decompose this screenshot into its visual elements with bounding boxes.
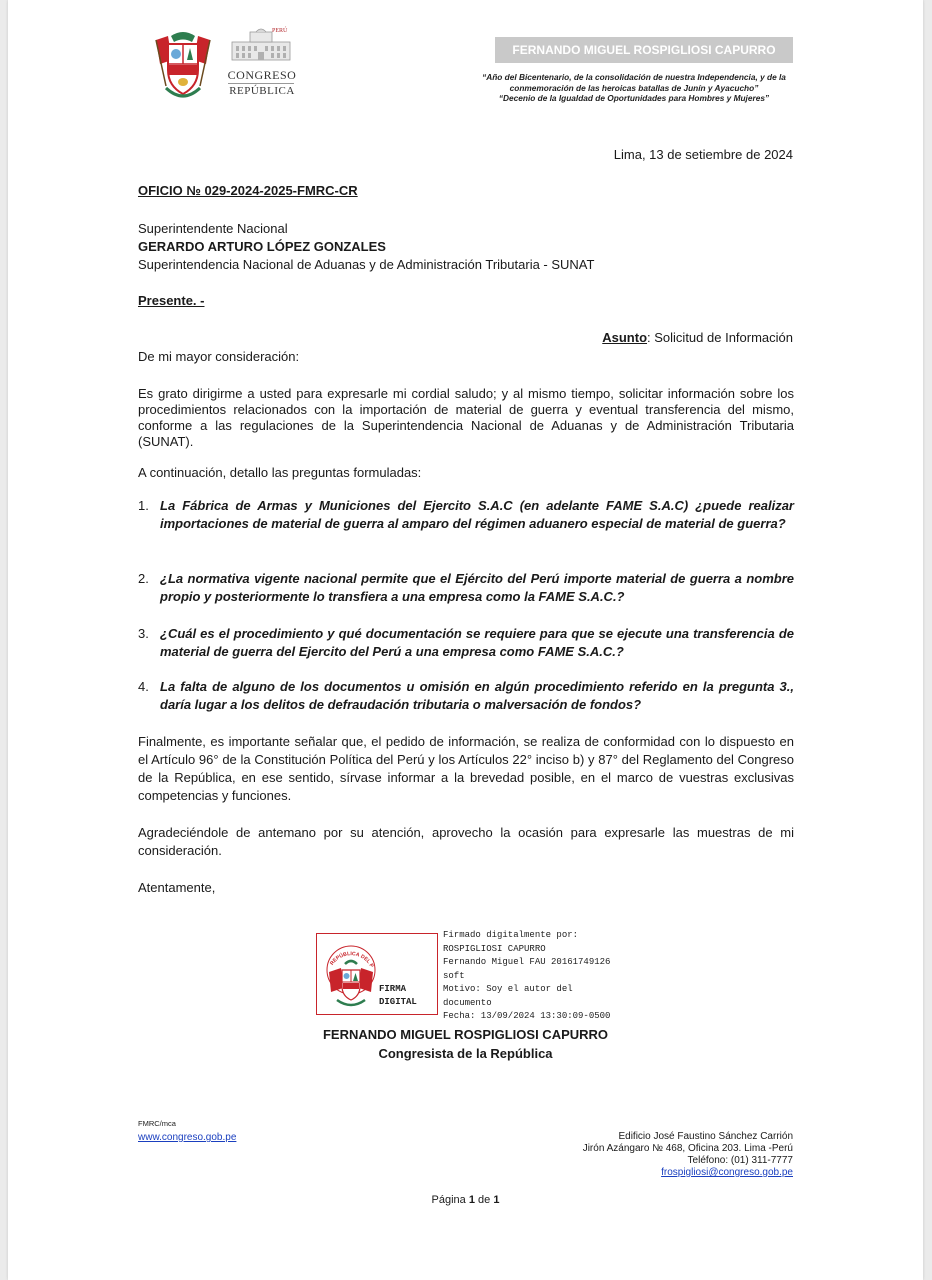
motto-line: “Decenio de la Igualdad de Oportunidades para Hombres y Mujeres” [498,93,770,103]
seal-text: REPÚBLICA DEL P [329,951,375,969]
digital-word: DIGITAL [379,997,417,1007]
author-name-banner: FERNANDO MIGUEL ROSPIGLIOSI CAPURRO [495,37,793,63]
question-number: 3. [138,626,149,641]
signature-detail-line: Firmado digitalmente por: [443,930,579,940]
digital-signature-stamp [316,933,438,1015]
presente-label: Presente. - [138,293,205,308]
motto-line: conmemoración de las heroicas batallas de Junín y Ayacucho” [509,82,759,93]
letter-date: Lima, 13 de setiembre de 2024 [613,147,793,162]
recipient-name: GERARDO ARTURO LÓPEZ GONZALES [138,239,386,254]
signature-detail-line: Fecha: 13/09/2024 13:30:09-0500 [443,1011,611,1021]
republica-wordmark: REPÚBLICA [229,85,295,97]
footer-address [583,1131,793,1179]
page-total: 1 [493,1194,500,1206]
signature-detail-line: documento [443,997,492,1008]
motto-line: “Año del Bicentenario, de la consolidación de nuestra Independencia, y de la [482,72,786,82]
signature-detail-line: Motivo: Soy el autor del [443,984,573,994]
question-item [138,497,794,533]
signature-detail-line: soft [443,970,465,981]
document-page [8,0,923,1280]
page-number [8,1194,923,1206]
page-current: 1 [468,1194,475,1206]
question-item [138,678,794,714]
firma-word: FIRMA [379,984,407,994]
congreso-logo [226,28,298,100]
signer-role: Congresista de la República [378,1046,553,1061]
year-motto [448,72,820,104]
logo-divider [228,83,294,84]
signer-name: FERNANDO MIGUEL ROSPIGLIOSI CAPURRO [322,1027,609,1042]
question-text: ¿La normativa vigente nacional permite que el Ejército del Perú importe material de guerra a nombre propio y posteriormente lo transfiera a una empresa como la FAME S.A.C.? [160,571,794,604]
digital-signature-label [379,983,417,1009]
reference-initials: FMRC/mca [138,1119,176,1128]
closing: Atentamente, [138,880,216,895]
questions-intro: A continuación, detallo las preguntas formuladas: [138,465,422,480]
address-line: Edificio José Faustino Sánchez Carrión [618,1131,793,1142]
subject-label: Asunto [602,330,648,345]
subject-line [602,330,793,346]
question-item [138,570,794,606]
page-middle: de [474,1194,494,1206]
svg-text:REPÚBLICA DEL PERÚ [321,938,375,969]
intro-paragraph: Es grato dirigirme a usted para expresarle mi cordial saludo; y al mismo tiempo, solicitar información sobre los procedimientos relacionados con la importación de material de guerra y eventual transferencia del mismo, conforme a las regulaciones de la Superintendencia Nacional de Aduanas y de Administración Tributaria (SUNAT). [138,386,794,449]
peru-seal-icon [321,938,381,1010]
website-link[interactable]: www.congreso.gob.pe [138,1132,237,1143]
question-number: 1. [138,498,149,513]
subject-text: : Solicitud de Información [647,330,793,345]
peru-label: PERÚ [272,28,288,34]
signature-detail-line: ROSPIGLIOSI CAPURRO [443,943,546,954]
peru-coat-of-arms-icon [148,30,218,102]
signature-details [443,929,610,1024]
congreso-wordmark: CONGRESO [227,68,297,82]
question-number: 4. [138,679,149,694]
question-text: La falta de alguno de los documentos u omisión en algún procedimiento referido en la pregunta 3., daría lugar a los delitos de defraudación tributaria o malversación de fondos? [160,679,794,712]
recipient-title: Superintendente Nacional [138,221,288,236]
page-prefix: Página [431,1194,469,1206]
question-text: ¿Cuál es el procedimiento y qué documentación se requiere para que se ejecute una transferencia de material de guerra del Ejercito del Perú a una empresa como FAME S.A.C.? [160,626,794,659]
question-number: 2. [138,571,149,586]
address-line: Jirón Azángaro № 468, Oficina 203. Lima -Perú [582,1143,793,1154]
email-link[interactable]: frospigliosi@congreso.gob.pe [661,1167,793,1178]
oficio-number: OFICIO № 029-2024-2025-FMRC-CR [138,183,358,198]
salutation: De mi mayor consideración: [138,349,300,364]
final-paragraph: Finalmente, es importante señalar que, el pedido de información, se realiza de conformidad con lo dispuesto en el Artículo 96° de la Constitución Política del Perú y los Artículos 22° inciso b) y 87° del Reglamento del Congreso de la República, en ese sentido, sírvase informar a la brevedad posible, en el marco de vuestras exclusivas competencias y funciones. [138,734,794,803]
question-item [138,625,794,661]
question-text: La Fábrica de Armas y Municiones del Ejercito S.A.C (en adelante FAME S.A.C) ¿puede realizar importaciones de material de guerra al amparo del régimen aduanero especial de material de guerra? [160,498,794,531]
thanks-paragraph: Agradeciéndole de antemano por su atención, aprovecho la ocasión para expresarle las muestras de mi consideración. [138,825,794,858]
signature-detail-line: Fernando Miguel FAU 20161749126 [443,957,611,967]
recipient-organization: Superintendencia Nacional de Aduanas y de Administración Tributaria - SUNAT [138,257,595,272]
phone-number: Teléfono: (01) 311-7777 [687,1155,793,1166]
